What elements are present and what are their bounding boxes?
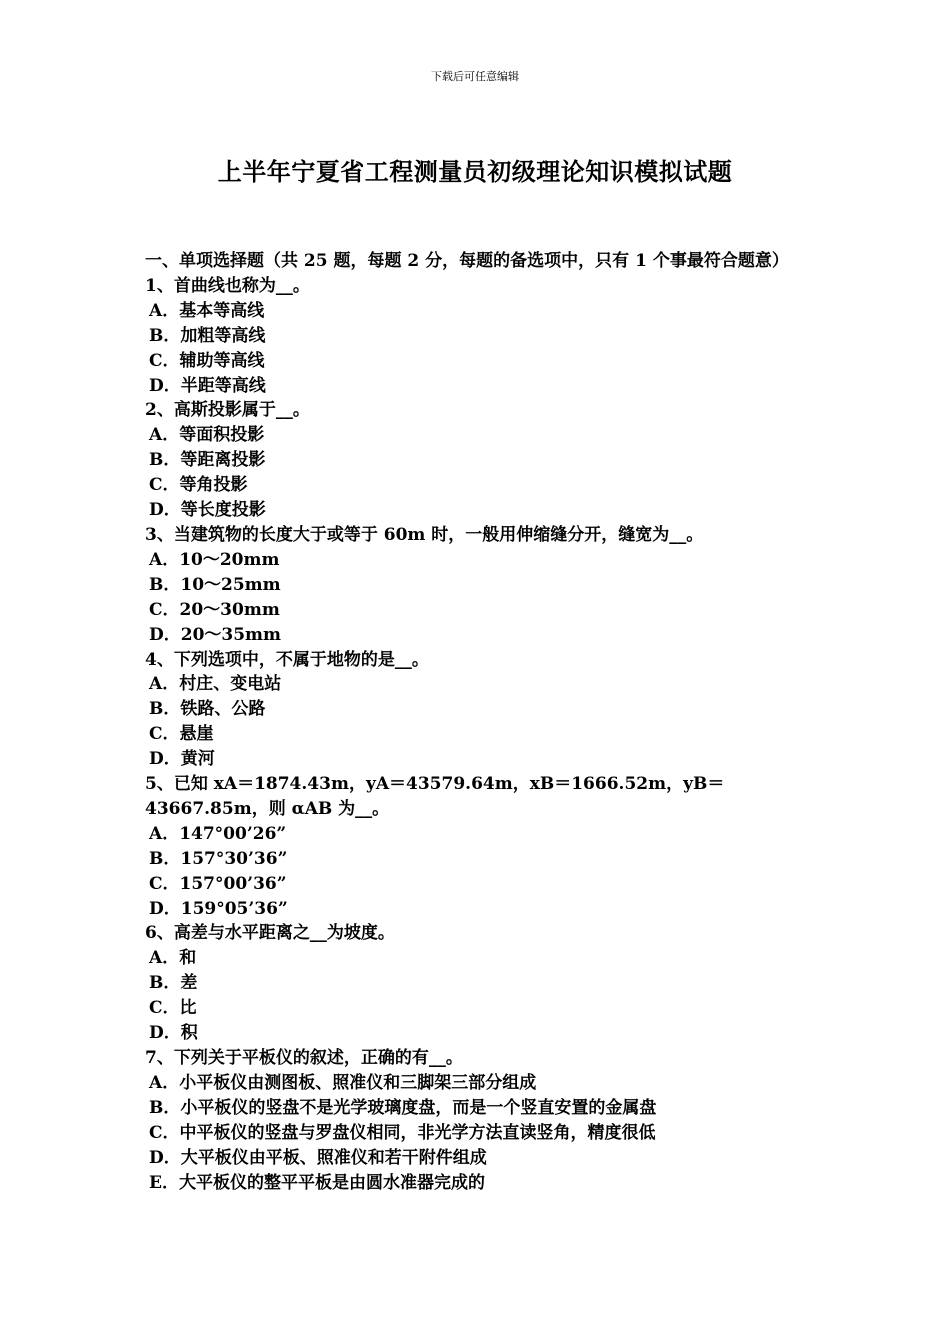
option-b: B．小平板仪的竖盘不是光学玻璃度盘，而是一个竖直安置的金属盘 <box>149 1097 657 1118</box>
option-b: B．157°30’36” <box>149 848 288 869</box>
option-b: B．差 <box>149 973 198 994</box>
option-a: A．147°00’26” <box>149 823 287 844</box>
question-text: 6、高差与水平距离之__为坡度。 <box>145 923 395 944</box>
option-e: E．大平板仪的整平平板是由圆水准器完成的 <box>149 1172 485 1193</box>
option-a: A．10～20mm <box>149 549 280 570</box>
option-a: A．和 <box>149 948 197 969</box>
question-3 <box>145 523 815 648</box>
option-c: C．中平板仪的竖盘与罗盘仪相同，非光学方法直读竖角，精度很低 <box>149 1122 656 1143</box>
question-7 <box>145 1046 815 1195</box>
option-d: D．大平板仪由平板、照准仪和若干附件组成 <box>149 1147 487 1168</box>
question-2 <box>145 398 815 523</box>
question-text: 5、已知 xA＝1874.43m，yA＝43579.64m，xB＝1666.52m，yB＝43667.85m，则 αAB 为__。 <box>145 774 725 819</box>
option-c: C．20～30mm <box>149 599 280 620</box>
option-c: C．悬崖 <box>149 724 214 745</box>
option-d: D．半距等高线 <box>149 375 266 396</box>
question-6 <box>145 921 815 1046</box>
option-c: C．等角投影 <box>149 475 248 496</box>
option-d: D．积 <box>149 1023 198 1044</box>
option-b: B．铁路、公路 <box>149 699 266 720</box>
question-text: 1、首曲线也称为__。 <box>145 275 310 296</box>
option-b: B．10～25mm <box>149 574 281 595</box>
option-a: A．基本等高线 <box>149 300 265 321</box>
option-a: A．等面积投影 <box>149 425 265 446</box>
question-text: 7、下列关于平板仪的叙述，正确的有__。 <box>145 1048 463 1068</box>
option-c: C．比 <box>149 998 197 1019</box>
option-d: D．等长度投影 <box>149 500 266 521</box>
option-b: B．等距离投影 <box>149 450 266 471</box>
option-d: D．20～35mm <box>149 624 282 645</box>
option-b: B．加粗等高线 <box>149 325 266 346</box>
option-a: A．村庄、变电站 <box>149 674 282 695</box>
option-d: D．黄河 <box>149 749 215 770</box>
question-text: 3、当建筑物的长度大于或等于 60m 时，一般用伸缩缝分开，缝宽为__。 <box>145 524 704 545</box>
option-a: A．小平板仪由测图板、照准仪和三脚架三部分组成 <box>149 1072 537 1093</box>
option-c: C．157°00’36” <box>149 873 287 894</box>
exam-content <box>145 249 815 1195</box>
document-title: 上半年宁夏省工程测量员初级理论知识模拟试题 <box>217 157 733 186</box>
option-d: D．159°05’36” <box>149 898 288 919</box>
question-1 <box>145 274 815 399</box>
question-text: 2、高斯投影属于__。 <box>145 400 310 421</box>
section-heading: 一、单项选择题（共 25 题，每题 2 分，每题的备选项中，只有 1 个事最符合题意） <box>145 251 789 271</box>
question-text: 4、下列选项中，不属于地物的是__。 <box>145 649 429 670</box>
option-c: C．辅助等高线 <box>149 350 265 371</box>
question-5 <box>145 772 815 921</box>
question-4 <box>145 648 815 773</box>
header-note: 下载后可任意编辑 <box>431 70 519 83</box>
